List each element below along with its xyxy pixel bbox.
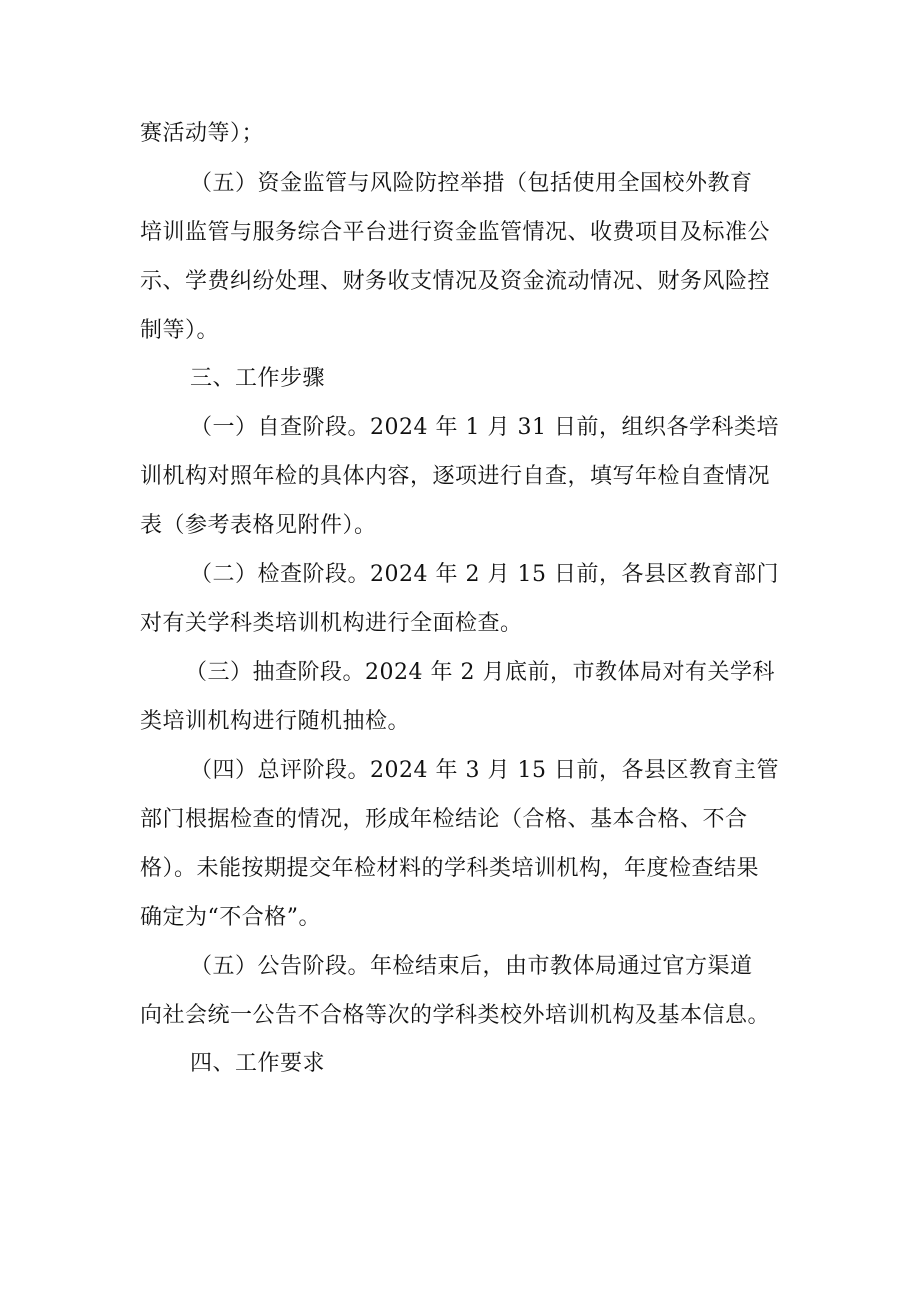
text-line: （三）抽查阶段。2024 年 2 月底前，市教体局对有关学科 [185,660,775,685]
text-line: 训机构对照年检的具体内容，逐项进行自查，填写年检自查情况 [140,464,771,489]
section-heading: 三、工作步骤 [190,366,326,391]
text-line: 制等）。 [140,318,220,343]
text-line: （二）检查阶段。2024 年 2 月 15 日前，各县区教育部门 [190,562,779,587]
text-line: 部门根据检查的情况，形成年检结论（合格、基本合格、不合 [140,807,748,832]
text-line: （五）资金监管与风险防控举措（包括使用全国校外教育 [190,171,753,196]
text-line: 表（参考表格见附件）。 [140,513,377,538]
text-line: 赛活动等）； [140,121,265,146]
section-heading: 四、工作要求 [190,1051,326,1076]
text-line: （五）公告阶段。年检结束后，由市教体局通过官方渠道 [190,954,753,979]
text-line: （一）自查阶段。2024 年 1 月 31 日前，组织各学科类培 [190,415,779,440]
text-line: 类培训机构进行随机抽检。 [140,709,411,734]
text-line: 培训监管与服务综合平台进行资金监管情况、收费项目及标准公 [140,220,771,245]
text-line: 示、学费纠纷处理、财务收支情况及资金流动情况、财务风险控 [140,269,771,294]
text-line: （四）总评阶段。2024 年 3 月 15 日前，各县区教育主管 [190,758,779,783]
text-line: 格）。未能按期提交年检材料的学科类培训机构，年度检查结果 [140,856,760,881]
text-line: 确定为“不合格”。 [140,905,321,930]
text-line: 对有关学科类培训机构进行全面检查。 [140,611,523,636]
text-line: 向社会统一公告不合格等次的学科类校外培训机构及基本信息。 [140,1003,771,1028]
